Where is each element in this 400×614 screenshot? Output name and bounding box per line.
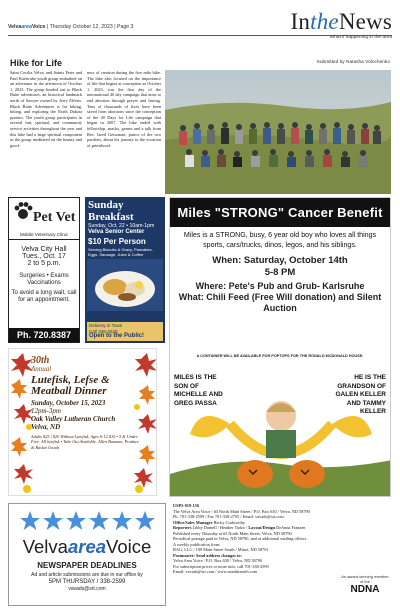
lutefisk-time: 12pm-3pm <box>31 407 61 415</box>
usps-reporters: Libby Darnell / Heather Tudor / <box>192 525 248 530</box>
lutefisk-dinner-ad <box>8 348 157 496</box>
benefit-where: Where: Pete's Pub and Grub- Karlsruhe <box>195 281 365 292</box>
sunday-breakfast-ad <box>85 197 165 343</box>
ndna-logo: NDNA <box>350 584 380 596</box>
sb-delivery: Delivery in Town <box>89 323 123 329</box>
benefit-when: When: Saturday, October 14th <box>212 255 348 267</box>
issue-date: Thursday October 12, 2023 <box>49 24 113 30</box>
benefit-container-note: A CONTAINER WILL BE AVAILABLE FOR POPTOPS FOR THE RONALD MCDONALD HOUSE. <box>196 354 364 358</box>
article-column-2: ness of creation during the five mile hike. The hike also focused on the importance of life that begins at conception as October 1, 2023, was the first day of the international 40 day campaign that aims to end abortion through prayer and fasting. Tens of thousands of lives have been saved from abortions since the conception of the 40 Days for Life campaign that began in 2007. The hike ended with fellowship, snacks, games and a talk from Rev. Jared Geiszman, pastor of the two parishes, about his journey to the vocation of priesthood. <box>87 70 161 148</box>
header-left: VelvaareaVoice | Thursday October 12, 2023 | Page 3 <box>8 24 134 30</box>
pet-vet-date: Tues., Oct. 17 <box>22 253 66 261</box>
page-number: Page 3 <box>117 24 134 30</box>
sb-price: $10 Per Person <box>88 236 146 246</box>
lutefisk-city: Velva, ND <box>31 423 61 431</box>
benefit-time: 5-8 PM <box>264 267 296 279</box>
ndna-award-text: An award-winning member of the <box>341 574 389 584</box>
section-subtitle: What's happening in the area <box>329 35 392 40</box>
pet-vet-note: To avoid a long wait, call for an appointment. <box>11 290 77 304</box>
usps-address: The Velva Area Voice / #3 North Main Street / P.O. Box 630 / Velva, ND 58790 <box>173 508 310 514</box>
usps-postage: Periodical postage paid in Velva, ND 58790, and at additional mailing offices. <box>173 536 308 541</box>
usps-weekly: A weekly publication from: <box>173 541 221 547</box>
usps-id: USPS 019-156 <box>173 503 199 508</box>
article-title: Hike for Life <box>10 58 63 68</box>
breakfast-plate-image <box>87 259 163 311</box>
pet-vet-time: 2 to 5 p.m. <box>27 260 61 268</box>
header-divider <box>8 35 392 36</box>
photo-credit: Submitted by Natasha Volochenko <box>316 60 390 65</box>
lutefisk-place: Oak Valley Lutheran Church <box>31 415 116 423</box>
usps-published: Published every Thursday at #3 North Main Street, Velva, ND 58790 <box>173 530 292 536</box>
sb-when: Sunday, Oct. 22 • 10am-1pm <box>88 223 155 229</box>
group-photo <box>165 70 391 194</box>
article-column-1: Saint Cecilia Velva, and Saints Peter and Paul Karlsruhe youth group embarked on an adventure in the afternoon of October 1, 2023. The group headed out to Black Butte adventures, an historical landmark north of Sawyer owned by Jerry Efferts. Black Butte Adventures is for hiking, biking, and exploring the North Dakota prairies. The youth group participates in several fun, spiritual, and community service activities throughout the year and this hike had a large spiritual component as the group meditated on the beauty and good- <box>10 70 82 148</box>
pet-vet-phone: Ph. 720.8387 <box>9 328 79 342</box>
pet-vet-city: Velva City Hall <box>21 246 67 253</box>
usps-subscription: For subscription prices or more info, call 701-338-2599 <box>173 563 269 569</box>
sb-open: Open to the Public! <box>89 333 144 340</box>
lutefisk-prices: Adults $25 | $20 Without Lutefisk, Ages 6-12 $10 • 5 & Under Free. All lutefisk • Take Out Available. Allen Bauman, Produce & Basket Goods <box>31 434 139 450</box>
benefit-title: Miles "STRONG" Cancer Benefit <box>170 198 390 227</box>
sb-title: Sunday Breakfast <box>88 199 134 223</box>
stars-banner <box>19 510 157 532</box>
usps-office: Becky Cudworthy <box>213 519 245 525</box>
lutefisk-title: Lutefisk, Lefse & Meatball Dinner <box>31 374 110 397</box>
masthead-info: USPS 019-156 The Velva Area Voice / #3 North Main Street / P.O. Box 630 / Velva, ND 58790 Ph. 701-338-2599 / Fax 701-338-2705 / Email: vavads@srt.com Office/Sales Manager Becky Cudworthy Reporters Libby Darnell / Heather Tudor / Layout/Design DeAnna Franzen Published every Thursday at #3 North Main Street, Velva, ND 58790 Periodical postage paid in Velva, ND 58790, and at additional mailing offices. A weekly publication from: BAG, LLC / 109 Main Street South / Minot, ND 58701 Postmaster: Send address changes to: Velva Area Voice / P.O. Box 630 / Velva, ND 58790 For subscription prices or more info, call 701-338-2599 Email: vavads@srt.com / www.nordaknorth.com <box>173 503 389 575</box>
usps-layout: DeAnna Franzen <box>276 525 306 530</box>
sb-menu: Serving Biscuits & Gravy, Pancakes, Eggs, Sausage, Juice & Coffee <box>88 246 153 257</box>
paper-name-b: area <box>21 24 32 30</box>
newspaper-deadlines-box <box>8 503 166 606</box>
vav-logo: VelvaareaVoice <box>22 536 152 557</box>
usps-email: Email: vavads@srt.com / www.nordaknorth.com <box>173 569 258 574</box>
vav-email: vavads@srt.com <box>68 586 106 592</box>
section-title: IntheNews <box>290 9 392 34</box>
pet-vet-services: Surgeries • Exams Vaccinations <box>19 272 69 286</box>
paper-name-a: Velva <box>8 24 22 30</box>
sb-where: Velva Senior Center <box>88 229 145 236</box>
benefit-body: Miles is a STRONG, busy, 6 year old boy who loves all things sports, cars/trucks, dinos, legos, and his siblings. <box>183 231 377 249</box>
lutefisk-annual: Annual <box>31 365 52 373</box>
benefit-son-of: MILES IS THE SON OF MICHELLE AND GREG PASSA <box>174 374 223 407</box>
sb-call: Call 338-2628 <box>89 328 118 334</box>
ndna-badge <box>340 575 390 595</box>
pet-vet-logo: Pet Vet <box>33 210 76 225</box>
usps-bag: BAG, LLC / 109 Main Street South / Minot, ND 58701 <box>173 547 269 552</box>
usps-phone: Ph. 701-338-2599 / Fax 701-338-2705 / Email: vavads@srt.com <box>173 514 284 519</box>
pet-vet-ad <box>8 197 80 343</box>
vav-deadlines-heading: NEWSPAPER DEADLINES <box>37 561 137 570</box>
benefit-ad <box>169 197 391 497</box>
usps-send-to: Velva Area Voice / P.O. Box 630 / Velva, ND 58790 <box>173 558 263 563</box>
vav-deadline-line2: 5PM THURSDAY / 338-2599 <box>48 579 126 585</box>
paper-name-c: Voice <box>31 24 46 30</box>
lutefisk-anniversary: 30th <box>31 355 50 366</box>
benefit-grandson-of: HE IS THE GRANDSON OF GALEN KELLER AND TAMMY KELLER <box>335 374 386 415</box>
benefit-what: What: Chili Feed (Free Will donation) and Silent Auction <box>178 292 382 314</box>
pet-vet-clinic: Mobile Veterinary Clinic <box>20 232 68 237</box>
paw-icon <box>12 200 34 222</box>
lutefisk-date: Sunday, October 15, 2023 <box>31 399 106 407</box>
usps-postmaster: Postmaster: Send address changes to: <box>173 552 242 558</box>
vav-deadline-line1: Ad and article submissions are due in our office by <box>31 572 143 578</box>
